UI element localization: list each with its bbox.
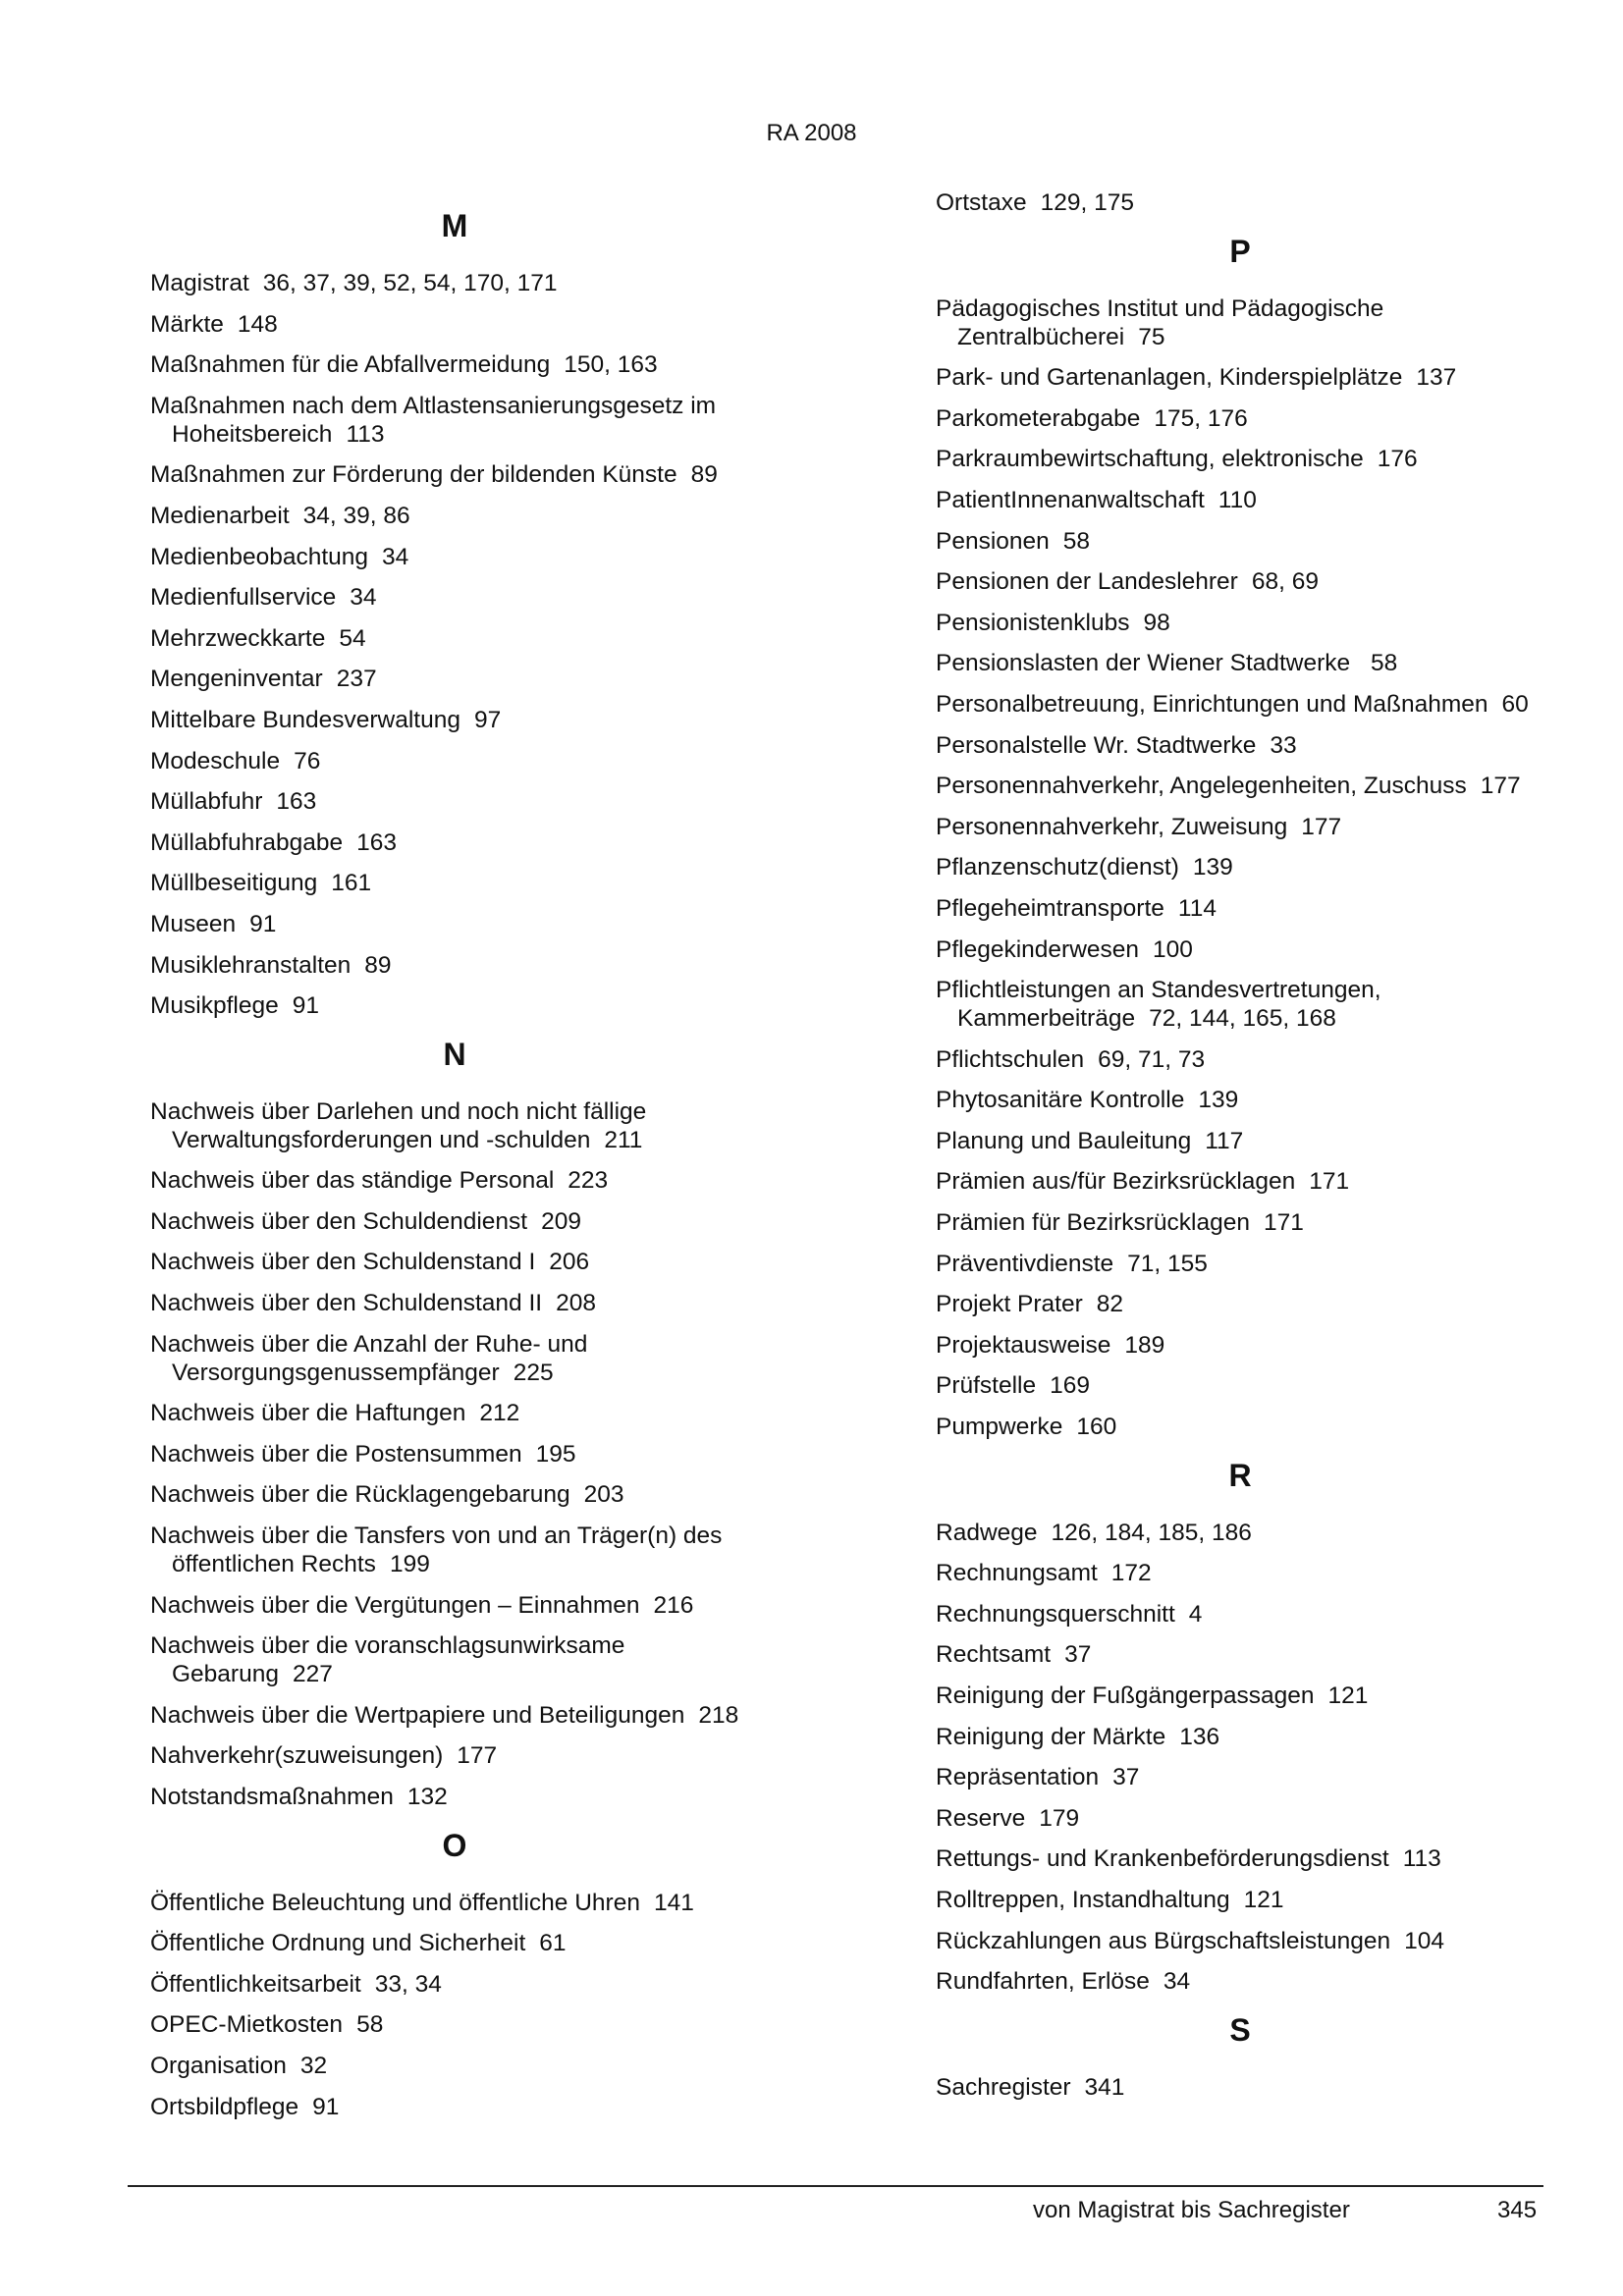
index-page-refs: 163 [276,788,317,816]
index-term: Personennahverkehr, Zuweisung [936,813,1288,840]
index-page-refs: 163 [356,828,398,856]
index-page-refs: 114 [1177,894,1217,922]
index-term: Reserve [936,1804,1026,1832]
index-page-refs: 60 [1501,690,1529,718]
index-page-refs: 117 [1205,1127,1244,1154]
index-entry [936,1682,1564,1710]
index-page-refs: 132 [406,1784,448,1810]
index-page-refs: 171 [1309,1168,1350,1196]
index-page-refs: 58 [356,2011,384,2039]
index-term: Personalbetreuung, Einrichtungen und Maßnahmen [936,690,1488,718]
index-page-refs: 160 [1076,1414,1117,1441]
index-entry [150,951,779,980]
index-entry [936,188,1564,217]
index-page-refs: 139 [1192,854,1233,881]
index-term: Präventivdienste [936,1250,1114,1277]
index-term: Nachweis über die Tansfers von und an Träger(n) des öffentlichen Rechts [150,1522,723,1578]
index-page-refs: 68, 69 [1251,568,1319,596]
index-entry [936,363,1564,392]
index-term: Nachweis über die Anzahl der Ruhe- und Versorgungsgenussempfänger [150,1330,588,1386]
index-entry [150,991,779,1020]
index-term: Parkraumbewirtschaftung, elektronische [936,446,1364,473]
index-page-refs: 113 [1402,1845,1441,1873]
index-page-refs: 137 [1416,364,1457,392]
index-entry [150,1889,779,1917]
index-term: OPEC-Mietkosten [150,2011,344,2039]
index-page-refs: 121 [1243,1886,1284,1913]
index-page-refs: 139 [1198,1087,1239,1114]
index-page-refs: 37 [1112,1764,1140,1791]
index-entry [150,2010,779,2039]
index-term: Pensionslasten der Wiener Stadtwerke [936,650,1351,677]
index-entry [936,2073,1564,2102]
index-term: Pensionistenklubs [936,609,1130,636]
index-page-refs: 148 [237,310,278,338]
index-page-refs: 169 [1050,1372,1091,1400]
index-entry [936,1886,1564,1914]
index-page-refs: 113 [346,420,385,448]
index-entry [150,1701,779,1730]
index-page-refs: 126, 184, 185, 186 [1051,1519,1252,1546]
index-entry [936,1927,1564,1955]
index-term: Nachweis über Darlehen und noch nicht fällige Verwaltungsforderungen und -schulden [150,1097,647,1153]
index-page-refs: 91 [249,910,277,937]
index-entry [150,1741,779,1770]
index-entry [936,1127,1564,1155]
index-entry [936,445,1564,473]
index-entry [936,609,1564,637]
index-entry [150,269,779,297]
index-entry [936,1559,1564,1587]
index-term: Nahverkehr(szuweisungen) [150,1742,444,1770]
index-entry [936,976,1564,1033]
index-term: Rechtsamt [936,1641,1052,1669]
index-term: Prämien aus/für Bezirksrücklagen [936,1168,1296,1196]
index-page-refs: 58 [1364,650,1398,677]
index-page-refs: 69, 71, 73 [1098,1045,1206,1073]
index-page-refs: 176 [1377,446,1418,473]
index-entry [150,1289,779,1317]
index-page-refs: 58 [1062,527,1091,555]
index-column-left [150,204,779,2133]
index-term: Repräsentation [936,1764,1100,1791]
index-term: Maßnahmen zur Förderung der bildenden Künste [150,461,677,489]
index-entry [936,527,1564,556]
index-term: Mehrzweckkarte [150,624,326,652]
index-term: Museen [150,910,237,937]
section-letter-o: O [442,1827,467,1863]
index-page-refs: 33 [1270,731,1297,759]
index-entry [150,543,779,571]
index-term: Pumpwerke [936,1414,1063,1441]
index-page-refs: 203 [583,1481,624,1509]
index-entry [936,1413,1564,1441]
index-term: Personennahverkehr, Angelegenheiten, Zuschuss [936,773,1467,800]
index-term: Musiklehranstalten [150,951,352,979]
index-term: Notstandsmaßnahmen [150,1784,394,1810]
index-entry [936,1844,1564,1873]
index-term: Müllabfuhr [150,788,263,816]
index-page-refs: 32 [299,2052,328,2079]
index-page-refs: 121 [1327,1682,1369,1709]
index-page-refs: 33, 34 [374,1970,442,1998]
index-entry [150,1591,779,1620]
index-term: Medienbeobachtung [150,543,369,570]
index-term: Mittelbare Bundesverwaltung [150,706,460,733]
index-page-refs: 72, 144, 165, 168 [1149,1005,1336,1033]
index-term: Nachweis über die Vergütungen – Einnahmen [150,1591,640,1619]
index-term: Ortstaxe [936,189,1027,216]
index-term: Projekt Prater [936,1291,1083,1318]
index-term: Maßnahmen für die Abfallvermeidung [150,351,551,379]
index-entry [150,1166,779,1195]
index-entry [936,1763,1564,1791]
index-entry [936,1250,1564,1278]
index-page-refs: 177 [457,1742,498,1770]
index-page-refs: 177 [1301,813,1342,840]
index-entry [936,1290,1564,1318]
index-entry [150,1480,779,1509]
index-term: Medienfullservice [150,584,337,612]
section-letter-s: S [1229,2011,1251,2048]
section-letter-m: M [441,208,468,243]
index-term: Nachweis über den Schuldenstand II [150,1290,543,1317]
index-term: Modeschule [150,747,281,774]
index-term: Müllbeseitigung [150,870,318,897]
index-page-refs: 175, 176 [1154,404,1248,432]
index-term: Nachweis über die Rücklagengebarung [150,1481,570,1509]
index-page-refs: 82 [1096,1291,1124,1318]
index-entry [936,486,1564,514]
index-entry [150,350,779,379]
index-page-refs: 237 [336,666,377,693]
index-page-refs: 136 [1179,1723,1220,1750]
index-page-refs: 225 [513,1359,554,1386]
index-term: Organisation [150,2052,287,2079]
index-page-refs: 212 [479,1400,520,1427]
index-entry [936,1208,1564,1237]
index-term: Nachweis über den Schuldenstand I [150,1249,536,1276]
index-page-refs: 211 [604,1126,643,1153]
index-entry [936,1371,1564,1400]
index-term: Müllabfuhrabgabe [150,828,344,856]
index-term: Pflegeheimtransporte [936,894,1164,922]
index-entry [150,665,779,693]
index-page-refs: 4 [1188,1600,1203,1628]
index-entry [936,1167,1564,1196]
index-term: Prüfstelle [936,1372,1037,1400]
index-page-refs: 89 [690,461,718,489]
index-term: Mengeninventar [150,666,323,693]
index-term: PatientInnenanwaltschaft [936,486,1205,513]
index-page-refs: 177 [1480,773,1521,800]
index-term: Rechnungsquerschnitt [936,1600,1175,1628]
index-page-refs: 71, 155 [1127,1250,1208,1277]
section-letter-n: N [443,1036,466,1072]
index-page-refs: 172 [1110,1560,1152,1587]
index-page-refs: 216 [653,1591,694,1619]
index-page-refs: 227 [292,1661,333,1688]
index-entry [150,706,779,734]
index-page-refs: 179 [1039,1804,1080,1832]
index-entry [150,1631,779,1688]
index-entry [150,502,779,530]
index-term: Rundfahrten, Erlöse [936,1968,1150,1996]
index-entry [936,649,1564,677]
index-column-right [936,188,1564,2113]
index-entry [150,1929,779,1957]
index-page-refs: 34 [1163,1968,1191,1996]
index-term: Personalstelle Wr. Stadtwerke [936,731,1257,759]
index-entry [150,869,779,897]
index-entry [936,1967,1564,1996]
index-term: Reinigung der Märkte [936,1723,1166,1750]
index-entry [936,1045,1564,1074]
index-term: Pflichtschulen [936,1045,1085,1073]
index-page-refs: 206 [549,1249,590,1276]
index-term: Pflanzenschutz(dienst) [936,854,1179,881]
page-number: 345 [1497,2197,1538,2223]
index-entry [936,1519,1564,1547]
index-entry [150,2052,779,2080]
index-entry [936,731,1564,760]
index-term: Nachweis über die Wertpapiere und Beteiligungen [150,1701,685,1729]
index-page-refs: 75 [1138,323,1165,350]
index-term: Öffentlichkeitsarbeit [150,1970,361,1998]
index-entry [936,853,1564,881]
index-term: Nachweis über die voranschlagsunwirksame Gebarung [150,1632,625,1688]
footer-rule [128,2185,1543,2187]
index-term: Pensionen [936,527,1050,555]
index-term: Nachweis über das ständige Personal [150,1167,555,1195]
index-entry [936,404,1564,433]
index-page-refs: 54 [339,624,366,652]
index-term: Pädagogisches Institut und Pädagogische Zentralbücherei [936,294,1384,350]
index-term: Rückzahlungen aus Bürgschaftsleistungen [936,1927,1391,1954]
index-entry [150,1330,779,1387]
index-page-refs: 89 [364,951,392,979]
index-term: Märkte [150,310,224,338]
running-header: RA 2008 [766,120,857,146]
index-page-refs: 98 [1143,609,1170,636]
index-page-refs: 61 [539,1930,567,1957]
index-term: Prämien für Bezirksrücklagen [936,1209,1250,1237]
index-entry [150,828,779,857]
index-page-refs: 76 [294,747,321,774]
index-term: Medienarbeit [150,502,290,529]
index-entry [936,935,1564,964]
index-page-refs: 189 [1124,1331,1165,1359]
index-entry [936,813,1564,841]
index-page-refs: 223 [568,1167,609,1195]
footer-range: von Magistrat bis Sachregister [1033,2197,1350,2223]
index-entry [936,567,1564,596]
index-entry [936,1723,1564,1751]
index-entry [150,747,779,775]
index-term: Nachweis über die Haftungen [150,1400,466,1427]
index-page-refs: 150, 163 [564,351,658,379]
index-page-refs: 100 [1153,935,1193,963]
index-entry [150,624,779,653]
index-page-refs: 209 [541,1207,581,1235]
index-term: Musikpflege [150,992,279,1020]
index-page-refs: 341 [1084,2073,1125,2101]
index-entry [150,1522,779,1578]
index-entry [936,1600,1564,1629]
index-entry [150,787,779,816]
index-entry [936,1331,1564,1360]
index-entry [150,2093,779,2121]
index-entry [936,294,1564,351]
index-term: Pflichtleistungen an Standesvertretungen, Kammerbeiträge [936,977,1381,1033]
index-term: Radwege [936,1519,1038,1546]
index-entry [150,1970,779,1999]
index-page-refs: 34 [350,584,377,612]
index-term: Parkometerabgabe [936,404,1141,432]
index-term: Rechnungsamt [936,1560,1098,1587]
index-entry [150,310,779,339]
index-entry [150,1399,779,1427]
section-letter-r: R [1228,1457,1252,1493]
index-term: Rolltreppen, Instandhaltung [936,1886,1230,1913]
index-page-refs: 161 [331,870,372,897]
index-page-refs: 97 [473,706,502,733]
index-term: Phytosanitäre Kontrolle [936,1087,1185,1114]
index-page-refs: 36, 37, 39, 52, 54, 170, 171 [262,270,558,296]
index-page-refs: 91 [292,992,319,1020]
section-letter-p: P [1229,233,1251,269]
index-term: Sachregister [936,2073,1071,2101]
index-entry [936,690,1564,719]
index-term: Pflegekinderwesen [936,935,1140,963]
index-page-refs: 141 [653,1889,694,1916]
index-term: Ortsbildpflege [150,2093,299,2120]
index-entry [936,772,1564,800]
index-page-refs: 91 [312,2093,340,2120]
index-term: Planung und Bauleitung [936,1127,1192,1154]
index-term: Projektausweise [936,1331,1111,1359]
index-page-refs: 208 [556,1290,596,1317]
index-page-refs: 34 [382,543,409,570]
index-page-refs: 218 [698,1701,739,1729]
index-page-refs: 171 [1263,1209,1304,1237]
index-entry [150,1207,779,1236]
index-page-refs: 110 [1217,486,1257,513]
index-page-refs: 199 [389,1551,430,1578]
index-entry [150,1783,779,1811]
index-entry [150,910,779,938]
index-entry [150,583,779,612]
index-entry [150,1248,779,1276]
index-term: Magistrat [150,270,249,296]
index-entry [936,1086,1564,1114]
index-entry [936,1640,1564,1669]
index-term: Öffentliche Beleuchtung und öffentliche Uhren [150,1889,640,1916]
index-page-refs: 104 [1404,1927,1444,1954]
index-term: Nachweis über den Schuldendienst [150,1207,528,1235]
index-page-refs: 37 [1064,1641,1092,1669]
index-page-refs: 34, 39, 86 [302,502,410,529]
index-page-refs: 129, 175 [1040,189,1134,216]
index-term: Maßnahmen nach dem Altlastensanierungsgesetz im Hoheitsbereich [150,392,717,448]
index-page-refs: 195 [535,1440,576,1468]
index-entry [150,392,779,449]
index-entry [936,1804,1564,1833]
index-entry [936,894,1564,923]
index-term: Park- und Gartenanlagen, Kinderspielplätze [936,364,1403,392]
index-term: Pensionen der Landeslehrer [936,568,1238,596]
index-entry [150,1097,779,1154]
index-entry [150,460,779,489]
index-term: Reinigung der Fußgängerpassagen [936,1682,1315,1709]
index-term: Nachweis über die Postensummen [150,1440,522,1468]
index-entry [150,1440,779,1468]
index-term: Rettungs- und Krankenbeförderungsdienst [936,1845,1389,1873]
index-term: Öffentliche Ordnung und Sicherheit [150,1930,526,1957]
